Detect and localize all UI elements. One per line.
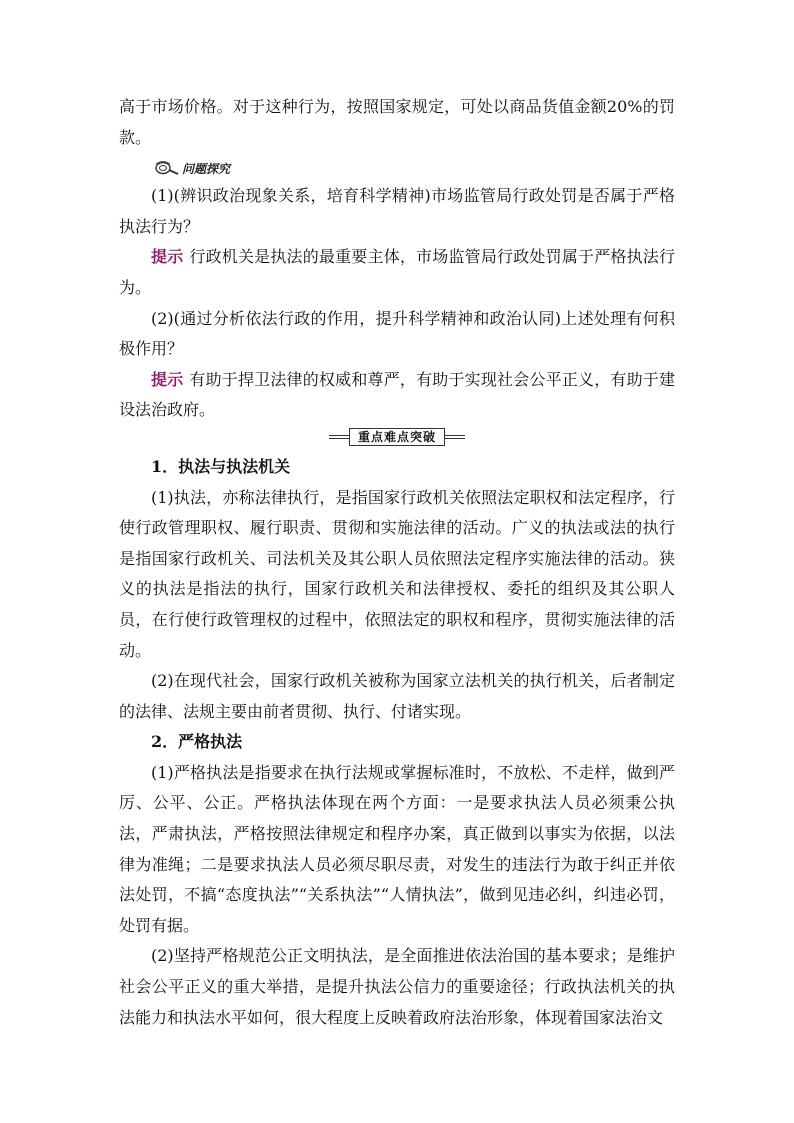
document-page xyxy=(119,92,675,1033)
paragraph-continuation: 高于市场价格。对于这种行为，按照国家规定，可处以商品货值金额20%的罚款。 xyxy=(119,97,675,147)
section-2-paragraph-2: (2)坚持严格规范公正文明执法，是全面推进依法治国的基本要求；是维护社会公平正义的重大举措，是提升执法公信力的重要途径；行政执法机关的执法能力和执法水平如何，很大程度上反映着政府法治形象，体现着国家法治文 xyxy=(119,946,675,1027)
answer-1-text: 行政机关是执法的最重要主体，市场监管局行政处罚属于严格执法行为。 xyxy=(119,247,675,297)
magnifier-icon xyxy=(154,160,180,176)
question-explore-label: 问题探究 xyxy=(182,161,231,176)
question-1: (1)(辨识政治现象关系，培育科学精神)市场监管局行政处罚是否属于严格执法行为？ xyxy=(119,186,675,236)
question-explore-header xyxy=(119,155,675,181)
banner-title: 重点难点突破 xyxy=(349,428,445,446)
section-banner-row xyxy=(119,428,675,446)
section-heading-2: 2．严格执法 xyxy=(151,732,243,752)
answer-2-text: 有助于捍卫法律的权威和尊严，有助于实现社会公平正义，有助于建设法治政府。 xyxy=(119,369,675,420)
tip-label: 提示 xyxy=(151,369,184,389)
section-banner xyxy=(329,428,465,446)
banner-left-rule xyxy=(329,435,349,439)
section-heading-1: 1．执法与执法机关 xyxy=(151,456,291,476)
answer-1 xyxy=(119,242,675,303)
answer-2 xyxy=(119,365,675,426)
section-1-paragraph-1: (1)执法，亦称法律执行，是指国家行政机关依照法定职权和法定程序，行使行政管理职权、履行职责、贯彻和实施法律的活动。广义的执法或法的执行是指国家行政机关、司法机关及其公职人员依照法定程序实施法律的活动。狭义的执法是指法的执行，国家行政机关和法律授权、委托的组织及其公职人员，在行使行政管理权的过程中，依照法定的职权和程序，贯彻实施法律的活动。 xyxy=(119,487,675,660)
section-1-paragraph-2: (2)在现代社会，国家行政机关被称为国家立法机关的执行机关，后者制定的法律、法规主要由前者贯彻、执行、付诸实现。 xyxy=(119,671,675,721)
tip-label: 提示 xyxy=(151,247,184,267)
banner-right-rule xyxy=(445,435,465,439)
question-2: (2)(通过分析依法行政的作用，提升科学精神和政治认同)上述处理有何积极作用？ xyxy=(119,308,675,359)
section-2-paragraph-1: (1)严格执法是指要求在执行法规或掌握标准时，不放松、不走样，做到严厉、公平、公正。严格执法体现在两个方面：一是要求执法人员必须秉公执法，严肃执法，严格按照法律规定和程序办案，真正做到以事实为依据，以法律为准绳；二是要求执法人员必须尽职尽责，对发生的违法行为敢于纠正并依法处罚，不搞“态度执法”“关系执法”“人情执法”，做到见违必纠，纠违必罚，处罚有据。 xyxy=(119,762,675,935)
